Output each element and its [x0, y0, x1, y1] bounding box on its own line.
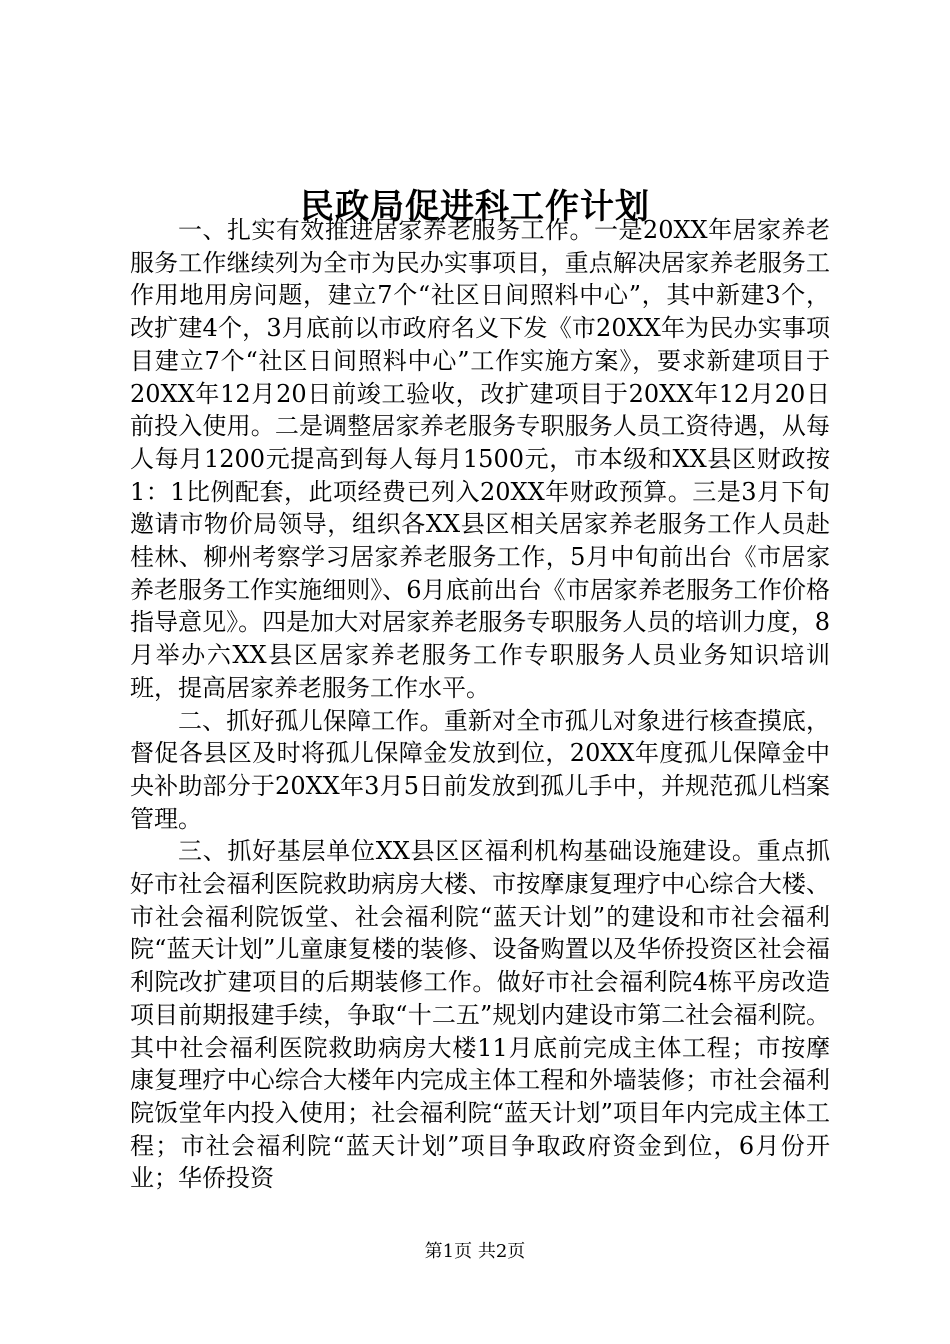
paragraph-1: 一、扎实有效推进居家养老服务工作。一是20XX年居家养老服务工作继续列为全市为民办实事项目，重点解决居家养老服务工作用地用房问题，建立7个“社区日间照料中心”，其中新建3个，改扩建4个，3月底前以市政府名义下发《市20XX年为民办实事项目建立7个“社区日间照料中心”工作实施方案》，要求新建项目于20XX年12月20日前竣工验收，改扩建项目于20XX年12月20日前投入使用。二是调整居家养老服务专职服务人员工资待遇，从每人每月1200元提高到每人每月1500元，市本级和XX县区财政按1：1比例配套，此项经费已列入20XX年财政预算。三是3月下旬邀请市物价局领导，组织各XX县区相关居家养老服务工作人员赴桂林、柳州考察学习居家养老服务工作，5月中旬前出台《市居家养老服务工作实施细则》、6月底前出台《市居家养老服务工作价格指导意见》。四是加大对居家养老服务专职服务人员的培训力度，8月举办六XX县区居家养老服务工作专职服务人员业务知识培训班，提高居家养老服务工作水平。: [130, 216, 830, 702]
document-body: [130, 214, 830, 1195]
document-title: 民政局促进科工作计划: [300, 187, 650, 227]
paragraph-3: 三、抓好基层单位XX县区区福利机构基础设施建设。重点抓好市社会福利医院救助病房大楼、市按摩康复理疗中心综合大楼、市社会福利院饭堂、社会福利院“蓝天计划”的建设和市社会福利院“蓝天计划”儿童康复楼的装修、设备购置以及华侨投资区社会福利院改扩建项目的后期装修工作。做好市社会福利院4栋平房改造项目前期报建手续，争取“十二五”规划内建设市第二社会福利院。其中社会福利医院救助病房大楼11月底前完成主体工程；市按摩康复理疗中心综合大楼年内完成主体工程和外墙装修；市社会福利院饭堂年内投入使用；社会福利院“蓝天计划”项目年内完成主体工程；市社会福利院“蓝天计划”项目争取政府资金到位，6月份开业；华侨投资: [130, 837, 830, 1193]
page-footer: 第1页 共2页: [424, 1241, 526, 1262]
paragraph-2: 二、抓好孤儿保障工作。重新对全市孤儿对象进行核查摸底，督促各县区及时将孤儿保障金发放到位，20XX年度孤儿保障金中央补助部分于20XX年3月5日前发放到孤儿手中，并规范孤儿档案管理。: [130, 706, 830, 833]
